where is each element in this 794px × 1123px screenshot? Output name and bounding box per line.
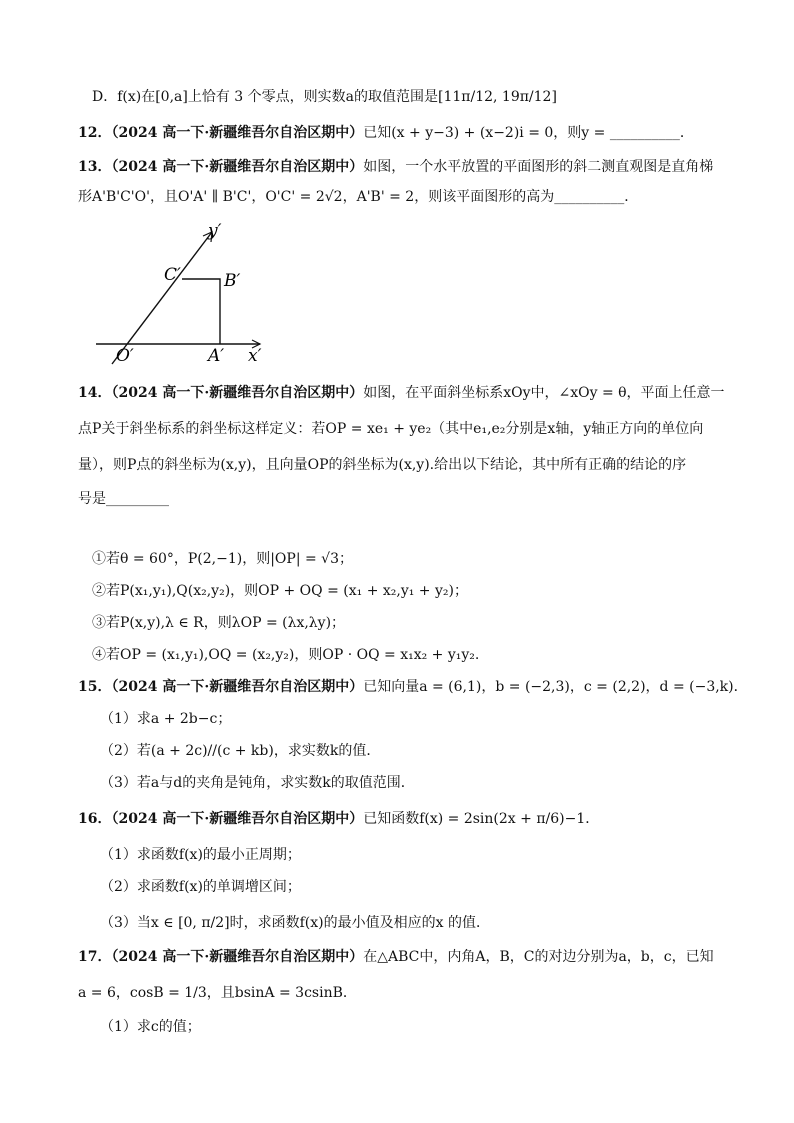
question-source: （2024 高一下·新疆维吾尔自治区期中） xyxy=(111,159,364,175)
question-source: （2024 高一下·新疆维吾尔自治区期中） xyxy=(111,679,364,695)
question-16-part-3: （3）当x ∈ [0, π/2]时，求函数f(x)的最小值及相应的x 的值． xyxy=(100,915,490,931)
question-source: （2024 高一下·新疆维吾尔自治区期中） xyxy=(111,125,364,141)
option-d: D．f(x)在[0,a]上恰有 3 个零点，则实数a的取值范围是[11π/12, 19π/12] xyxy=(92,89,557,105)
question-17 xyxy=(78,946,714,968)
question-text: 已知(x + y−3) + (x−2)i = 0，则y = __________． xyxy=(363,125,694,141)
question-text: 已知向量a = (6,1)，b = (−2,3)，c = (2,2)，d = (−3,k)． xyxy=(363,679,748,695)
question-text: 已知函数f(x) = 2sin(2x + π/6)−1． xyxy=(363,811,600,827)
question-number: 13． xyxy=(78,159,112,175)
statement-2: ②若P(x₁,y₁),Q(x₂,y₂)，则OP + OQ = (x₁ + x₂,y₁ + y₂)； xyxy=(92,583,468,599)
label-y: y′ xyxy=(208,221,222,241)
question-number: 17． xyxy=(78,949,112,965)
question-16-part-1: （1）求函数f(x)的最小正周期； xyxy=(100,847,301,863)
label-o: O′ xyxy=(116,346,134,366)
question-text: 如图，在平面斜坐标系xOy中，∠xOy = θ，平面上任意一 xyxy=(363,385,725,401)
question-source: （2024 高一下·新疆维吾尔自治区期中） xyxy=(111,811,364,827)
question-17-part-1: （1）求c的值； xyxy=(100,1019,201,1035)
question-text: 如图，一个水平放置的平面图形的斜二测直观图是直角梯 xyxy=(363,159,714,175)
statement-1: ①若θ = 60°，P(2,−1)，则|OP| = √3； xyxy=(92,551,354,567)
question-14-line-4: 号是_________ xyxy=(78,491,169,507)
label-c: C′ xyxy=(164,265,181,285)
oblique-diagram xyxy=(90,218,280,368)
question-15-part-2: （2）若(a + 2c)//(c + kb)，求实数k的值． xyxy=(100,743,381,759)
question-15-part-1: （1）求a + 2b−c； xyxy=(100,711,232,727)
question-15 xyxy=(78,676,748,698)
question-source: （2024 高一下·新疆维吾尔自治区期中） xyxy=(111,949,364,965)
question-14-line-3: 量），则P点的斜坐标为(x,y)，且向量OP的斜坐标为(x,y).给出以下结论，其中所有正确的结论的序 xyxy=(78,457,687,473)
question-14-line-2: 点P关于斜坐标系的斜坐标这样定义：若OP = xe₁ + ye₂（其中e₁,e₂分别是x轴，y轴正方向的单位向 xyxy=(78,421,704,437)
question-17-line-2: a = 6，cosB = 1/3，且bsinA = 3csinB． xyxy=(78,985,357,1001)
question-16 xyxy=(78,808,599,830)
question-12 xyxy=(78,122,694,144)
question-13 xyxy=(78,156,713,178)
label-x: x′ xyxy=(248,346,262,366)
question-15-part-3: （3）若a与d的夹角是钝角，求实数k的取值范围． xyxy=(100,775,415,791)
question-source: （2024 高一下·新疆维吾尔自治区期中） xyxy=(111,385,364,401)
label-a: A′ xyxy=(208,346,225,366)
question-number: 16． xyxy=(78,811,112,827)
statement-4: ④若OP = (x₁,y₁),OQ = (x₂,y₂)，则OP · OQ = x₁x₂ + y₁y₂. xyxy=(92,647,480,663)
question-13-line-2: 形A'B'C'O'，且O'A' ∥ B'C'，O'C' = 2√2，A'B' = 2，则该平面图形的高为__________． xyxy=(78,189,639,205)
question-number: 14． xyxy=(78,385,112,401)
question-14 xyxy=(78,382,725,404)
question-16-part-2: （2）求函数f(x)的单调增区间； xyxy=(100,879,301,895)
statement-3: ③若P(x,y),λ ∈ R，则λOP = (λx,λy)； xyxy=(92,615,346,631)
label-b: B′ xyxy=(224,271,241,291)
question-number: 15． xyxy=(78,679,112,695)
question-number: 12． xyxy=(78,125,112,141)
question-text: 在△ABC中，内角A，B，C的对边分别为a，b，c，已知 xyxy=(363,949,714,965)
trapezoid-edges xyxy=(182,279,220,344)
